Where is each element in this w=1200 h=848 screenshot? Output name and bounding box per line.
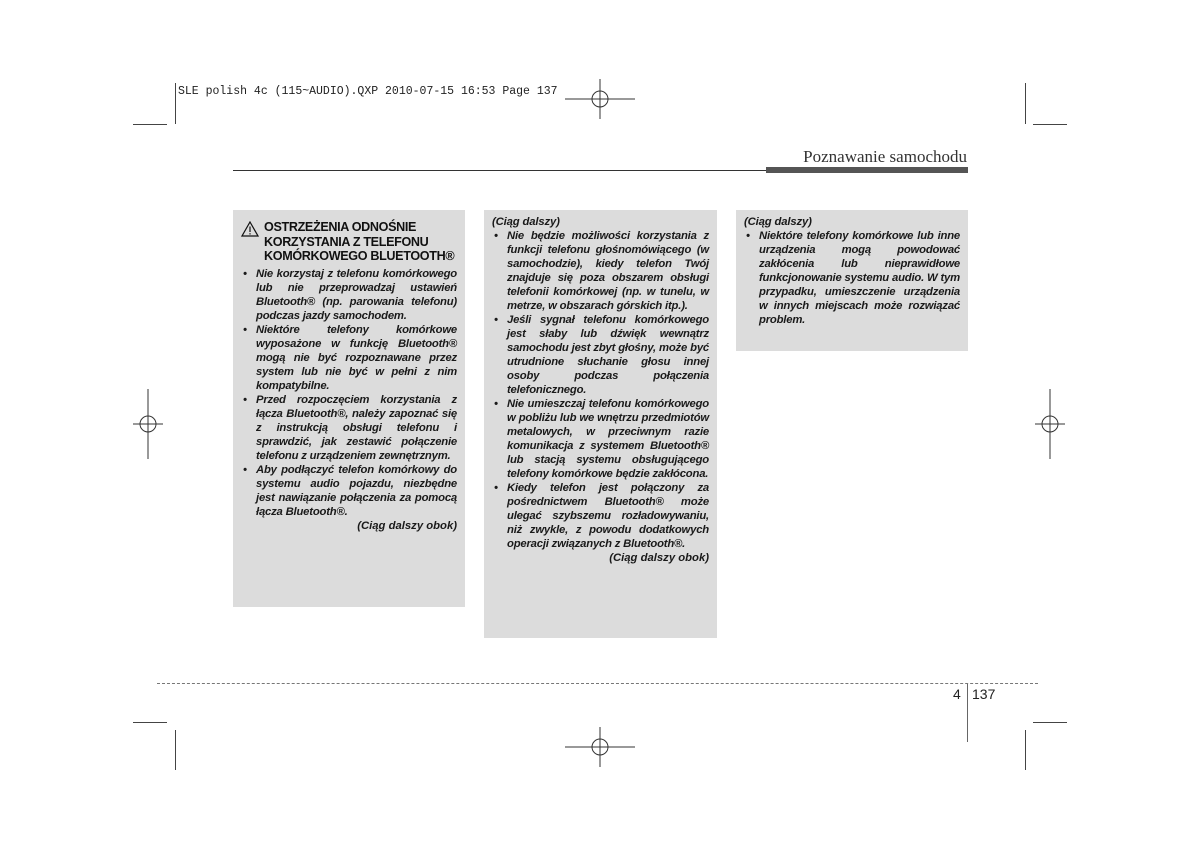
list-item: • Nie umieszczaj telefonu komórkowego w pobliżu lub we wnętrzu przedmiotów metalowych, w przeciwnym razie komunikacja z systemem Bluetooth® lub stacją systemu obsługującego telefony komórkowe będzie zakłócona. [492,397,709,481]
warning-box [233,210,465,607]
print-slug: SLE polish 4c (115~AUDIO).QXP 2010-07-15 16:53 Page 137 [178,85,558,98]
list-item: • Kiedy telefon jest połączony za pośrednictwem Bluetooth® może ulegać szybszemu rozładowywaniu, niż zwykle, z powodu dodatkowych operacji związanych z Bluetooth®. [492,481,709,551]
list-item: • Przed rozpoczęciem korzystania z łącza Bluetooth®, należy zapoznać się z instrukcją obsługi telefonu i sprawdzić, jak zestawić połączenie telefonu z urządzeniem zewnętrznym. [241,393,457,463]
registration-mark-icon [1035,389,1065,459]
crop-mark [175,730,176,770]
crop-mark [175,83,176,124]
warning-box-continued [484,210,717,638]
continued-label: (Ciąg dalszy obok) [609,552,709,564]
list-item: • Niektóre telefony komórkowe wyposażone w funkcję Bluetooth® mogą nie być rozpoznawane przez system lub nie być w pełni z nim kompatybilne. [241,323,457,393]
section-title: Poznawanie samochodu [803,147,967,166]
warning-list [492,229,709,551]
warning-list [241,267,457,519]
warning-title: OSTRZEŻENIA ODNOŚNIE KORZYSTANIA Z TELEFONU KOMÓRKOWEGO BLUETOOTH® [264,220,455,263]
registration-mark-icon [133,389,163,459]
warning-heading [241,220,457,264]
warning-list [744,229,960,327]
crop-mark [1033,722,1067,723]
page-number-divider [967,684,968,742]
continued-header: (Ciąg dalszy) [492,216,560,228]
continued-label: (Ciąg dalszy obok) [357,519,457,532]
registration-mark-icon [565,727,635,767]
crop-mark [133,722,167,723]
warning-triangle-icon [241,221,259,237]
list-item: • Jeśli sygnał telefonu komórkowego jest słaby lub dźwięk wewnątrz samochodu jest zbyt głośny, może być utrudnione słuchanie głosu innej osoby podczas połączenia telefonicznego. [492,313,709,397]
list-item: • Nie korzystaj z telefonu komórkowego lub nie przeprowadzaj ustawień Bluetooth® (np. parowania telefonu) podczas jazdy samochodem. [241,267,457,323]
crop-mark [1033,124,1067,125]
crop-mark [1025,730,1026,770]
list-item: • Nie będzie możliwości korzystania z funkcji telefonu głośnomówiącego (w samochodzie), kiedy telefon Twój znajduje się poza obszarem obsługi telefonii komórkowej (np. w tunelu, w metrze, w obszarach górskich itp.). [492,229,709,313]
list-item: • Aby podłączyć telefon komórkowy do systemu audio pojazdu, niezbędne jest nawiązanie połączenia za pomocą łącza Bluetooth®. [241,463,457,519]
crop-mark [133,124,167,125]
warning-box-continued [736,210,968,351]
footer-dotted-rule [157,683,1038,684]
registration-mark-icon [565,79,635,119]
chapter-number: 4 [953,686,961,702]
page-number: 137 [972,686,996,702]
continued-header: (Ciąg dalszy) [744,216,812,228]
crop-mark [1025,83,1026,124]
header-rule-accent [766,167,968,173]
list-item: • Niektóre telefony komórkowe lub inne urządzenia mogą powodować zakłócenia lub nieprawidłowe funkcjonowanie systemu audio. W tym przypadku, umieszczenie urządzenia w innych miejscach może rozwiązać problem. [744,229,960,327]
